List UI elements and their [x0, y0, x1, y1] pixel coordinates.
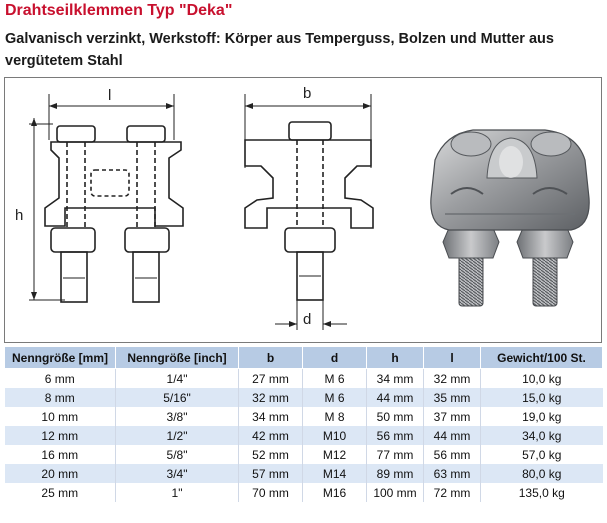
table-cell: 6 mm — [5, 369, 116, 389]
table-cell: 25 mm — [5, 483, 116, 502]
table-cell: 19,0 kg — [481, 407, 603, 426]
table-cell: 1/4" — [116, 369, 239, 389]
table-row — [5, 369, 603, 389]
dimension-label-l: l — [108, 87, 112, 104]
table-cell: 16 mm — [5, 445, 116, 464]
column-header-weight: Gewicht/100 St. — [481, 347, 603, 369]
column-header-d: d — [303, 347, 367, 369]
table-cell: 34 mm — [239, 407, 303, 426]
side-view-drawing — [245, 94, 373, 330]
dimension-label-h: h — [15, 207, 24, 224]
table-row — [5, 407, 603, 426]
column-header-nominal-inch: Nenngröße [inch] — [116, 347, 239, 369]
table-cell: M 6 — [303, 369, 367, 389]
table-cell: 34 mm — [367, 369, 424, 389]
table-cell: 5/16" — [116, 388, 239, 407]
table-cell: 3/4" — [116, 464, 239, 483]
table-row — [5, 464, 603, 483]
table-cell: 100 mm — [367, 483, 424, 502]
dimension-label-d: d — [303, 311, 312, 328]
table-cell: 10,0 kg — [481, 369, 603, 389]
page-title: Drahtseilklemmen Typ "Deka" — [5, 2, 233, 19]
column-header-nominal-mm: Nenngröße [mm] — [5, 347, 116, 369]
table-cell: 63 mm — [424, 464, 481, 483]
table-cell: 57,0 kg — [481, 445, 603, 464]
table-cell: 70 mm — [239, 483, 303, 502]
table-cell: 80,0 kg — [481, 464, 603, 483]
table-cell: 72 mm — [424, 483, 481, 502]
table-cell: 37 mm — [424, 407, 481, 426]
technical-drawing-frame — [4, 77, 602, 343]
table-cell: M16 — [303, 483, 367, 502]
table-cell: M14 — [303, 464, 367, 483]
table-cell: 10 mm — [5, 407, 116, 426]
table-cell: 35 mm — [424, 388, 481, 407]
table-cell: 32 mm — [239, 388, 303, 407]
table-cell: 5/8" — [116, 445, 239, 464]
dimension-label-b: b — [303, 85, 312, 102]
column-header-b: b — [239, 347, 303, 369]
column-header-l: l — [424, 347, 481, 369]
technical-drawing — [5, 78, 602, 343]
table-cell: 89 mm — [367, 464, 424, 483]
table-cell: 52 mm — [239, 445, 303, 464]
page-subtitle: Galvanisch verzinkt, Werkstoff: Körper aus Temperguss, Bolzen und Mutter aus vergütetem Stahl — [5, 31, 554, 69]
table-cell: 42 mm — [239, 426, 303, 445]
table-cell: 27 mm — [239, 369, 303, 389]
table-cell: 56 mm — [367, 426, 424, 445]
table-row — [5, 483, 603, 502]
table-cell: 1" — [116, 483, 239, 502]
table-row — [5, 445, 603, 464]
table-header-row — [5, 347, 603, 369]
table-cell: 57 mm — [239, 464, 303, 483]
table-row — [5, 426, 603, 445]
table-cell: 34,0 kg — [481, 426, 603, 445]
table-cell: 32 mm — [424, 369, 481, 389]
table-cell: 1/2" — [116, 426, 239, 445]
table-cell: 44 mm — [367, 388, 424, 407]
table-cell: 77 mm — [367, 445, 424, 464]
table-cell: M10 — [303, 426, 367, 445]
table-cell: 56 mm — [424, 445, 481, 464]
table-cell: M 8 — [303, 407, 367, 426]
table-cell: 8 mm — [5, 388, 116, 407]
table-cell: 50 mm — [367, 407, 424, 426]
table-cell: 135,0 kg — [481, 483, 603, 502]
table-cell: M 6 — [303, 388, 367, 407]
table-cell: 3/8" — [116, 407, 239, 426]
table-row — [5, 388, 603, 407]
wire-rope-clip-render — [431, 130, 589, 306]
table-cell: 20 mm — [5, 464, 116, 483]
table-cell: 15,0 kg — [481, 388, 603, 407]
table-cell: M12 — [303, 445, 367, 464]
column-header-h: h — [367, 347, 424, 369]
table-cell: 12 mm — [5, 426, 116, 445]
table-cell: 44 mm — [424, 426, 481, 445]
specifications-table — [4, 346, 603, 502]
front-view-drawing — [29, 94, 183, 302]
